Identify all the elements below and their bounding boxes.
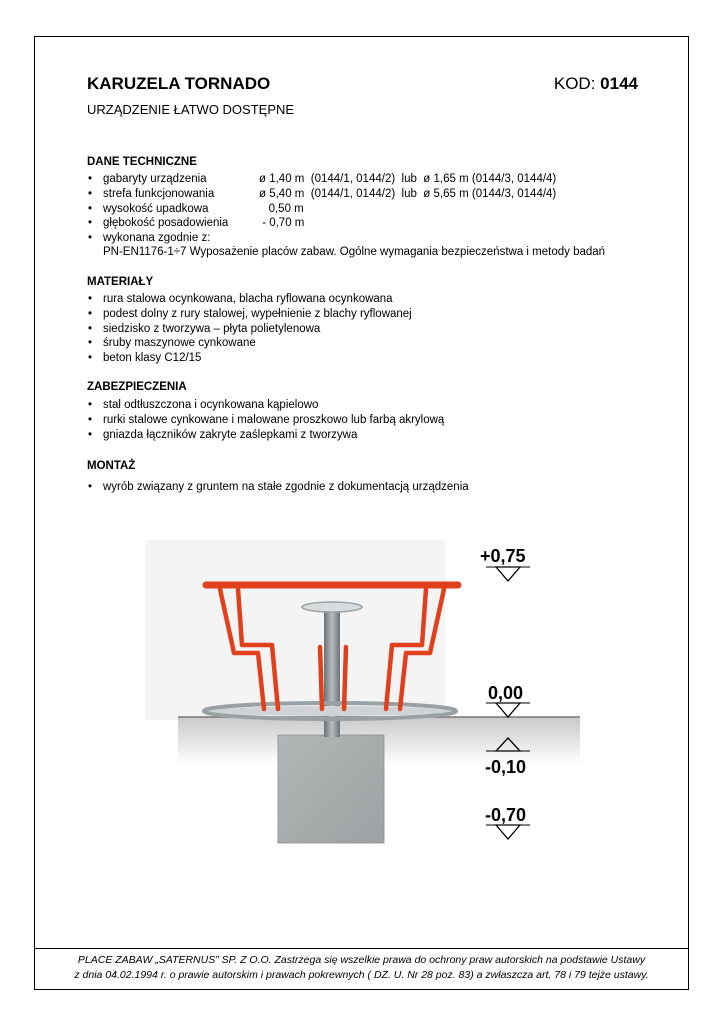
tech-row [87, 172, 556, 187]
product-title: KARUZELA TORNADO [87, 74, 271, 93]
level-label-top: +0,75 [480, 546, 526, 566]
code-value: 0144 [600, 74, 638, 93]
code-label: KOD: [553, 74, 601, 93]
level-marker-top [496, 567, 520, 581]
product-code [554, 74, 638, 94]
list-item: • siedzisko z tworzywa – płyta polietylenowa [87, 322, 412, 337]
level-marker-minus070 [496, 825, 520, 839]
concrete-foundation [278, 735, 384, 843]
platform-inner [210, 706, 450, 716]
materials-list [87, 292, 412, 366]
tech-row [87, 202, 556, 217]
tech-label: wysokość upadkowa [103, 202, 209, 215]
list-item: • rura stalowa ocynkowana, blacha ryflowana ocynkowana [87, 292, 412, 307]
level-marker-zero [496, 703, 520, 717]
list-item: • stal odtłuszczona i ocynkowana kąpielowo [87, 398, 444, 413]
tech-heading: DANE TECHNICZNE [87, 156, 197, 168]
footer-copyright [34, 953, 689, 983]
norm-label: wykonana zgodnie z: [103, 232, 211, 245]
mount-list [87, 480, 469, 495]
tech-value: - 0,70 m [259, 217, 305, 230]
tech-label: gabaryty urządzenia [103, 173, 207, 185]
tech-list [87, 172, 556, 246]
footer-line-1: PLACE ZABAW „SATERNUS” SP. Z O.O. Zastrzega się wszelkie prawa do ochrony praw autorskich na podstawie Ustawy [77, 954, 646, 966]
norm-text: PN-EN1176-1÷7 Wyposażenie placów zabaw. Ogólne wymagania bezpieczeństwa i metody badań [103, 246, 606, 258]
list-item: • podest dolny z rury stalowej, wypełnienie z blachy ryflowanej [87, 307, 412, 322]
list-item: • śruby maszynowe cynkowane [87, 336, 412, 351]
tech-row-norm [87, 231, 556, 246]
level-label-minus010: -0,10 [485, 757, 527, 777]
carousel-drawing [140, 535, 590, 855]
list-item: • wyrób związany z gruntem na stałe zgodnie z dokumentacją urządzenia [87, 480, 469, 495]
tech-value: ø 5,40 m (0144/1, 0144/2) lub ø 5,65 m (0144/3, 0144/4) [259, 187, 557, 200]
product-subtitle: URZĄDZENIE ŁATWO DOSTĘPNE [87, 102, 295, 117]
materials-heading: MATERIAŁY [87, 276, 154, 288]
tech-row [87, 216, 556, 231]
tech-label: głębokość posadowienia [103, 217, 229, 230]
tech-value: ø 1,40 m (0144/1, 0144/2) lub ø 1,65 m (0144/3, 0144/4) [259, 173, 557, 185]
level-label-zero: 0,00 [488, 683, 524, 703]
security-heading: ZABEZPIECZENIA [87, 381, 187, 393]
footer-divider [34, 948, 689, 949]
footer-line-2: z dnia 04.02.1994 r. o prawie autorskim i prawach pokrewnych ( DZ. U. Nr 28 poz. 83) a zwłaszcza art. 78 i 79 tejże ustawy. [74, 969, 649, 981]
tech-label: strefa funkcjonowania [103, 187, 215, 200]
list-item: • gniazda łączników zakryte zaślepkami z tworzywa [87, 428, 444, 443]
level-label-minus070: -0,70 [485, 805, 527, 825]
tech-row [87, 187, 556, 202]
list-item: • rurki stalowe cynkowane i malowane proszkowo lub farbą akrylową [87, 413, 444, 428]
security-list [87, 398, 444, 442]
tech-value: 0,50 m [259, 202, 304, 215]
mount-heading: MONTAŻ [87, 460, 136, 472]
seat-top [302, 602, 362, 612]
list-item: • beton klasy C12/15 [87, 351, 412, 366]
